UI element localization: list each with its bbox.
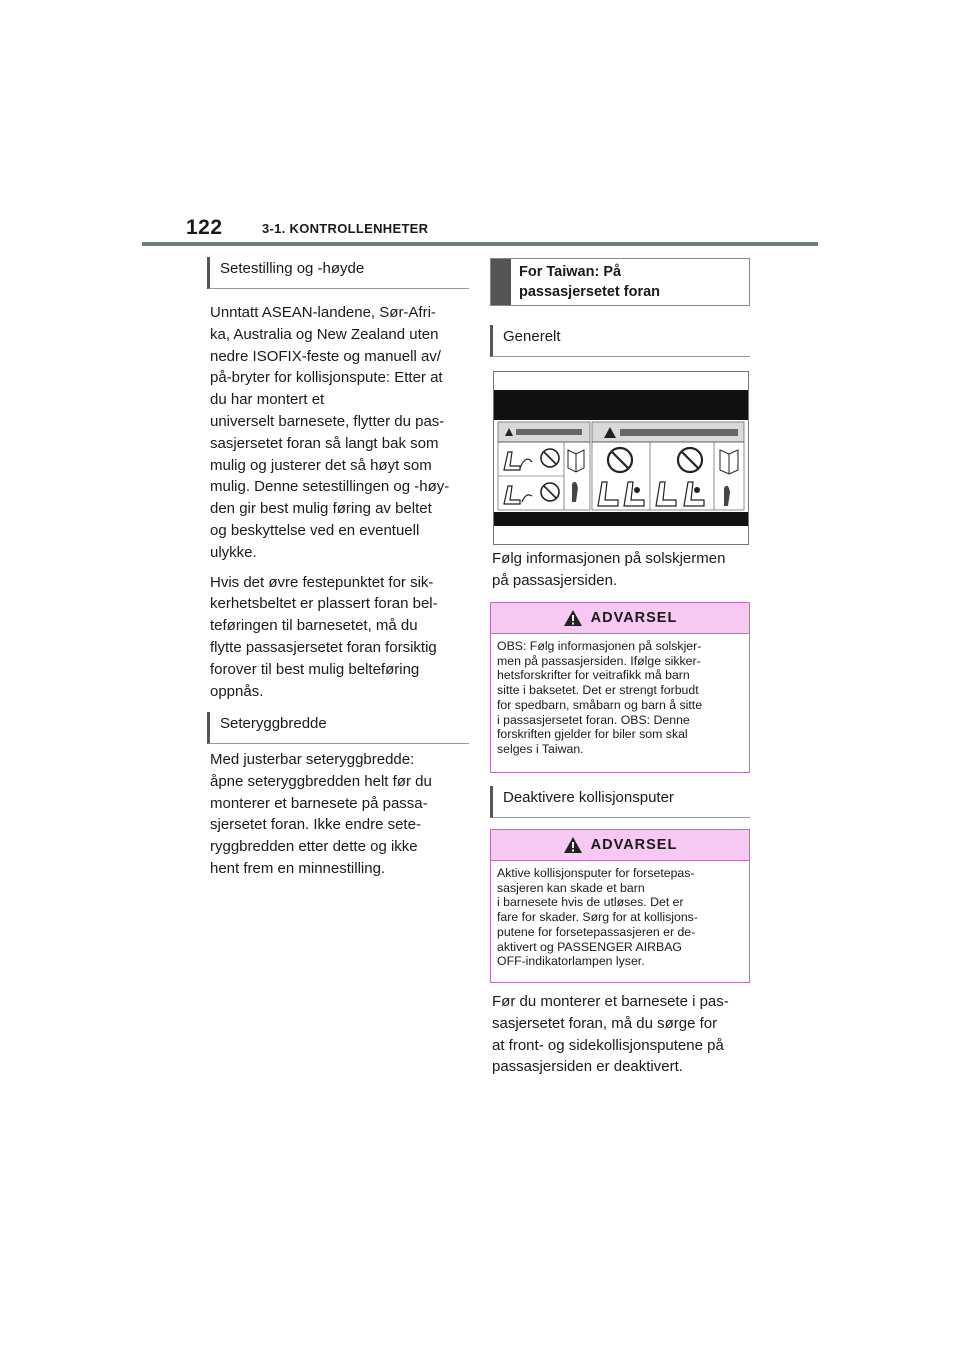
warning-triangle-icon [563, 609, 583, 627]
warning-label-illustration [494, 372, 748, 544]
warning-box-airbag [490, 829, 750, 983]
warning-box-visor [490, 602, 750, 773]
general-heading: Generelt [490, 325, 750, 357]
deactivate-airbags-text: Før du monterer et barnesete i pas- sasjersetet foran, må du sørge for at front- og sidekollisjonsputene på passasjersiden er deaktivert. [492, 993, 729, 1076]
seatback-width-heading: Seteryggbredde [207, 712, 469, 744]
deactivate-airbags-heading: Deaktivere kollisjonsputer [490, 786, 750, 818]
warning-title: ADVARSEL [590, 837, 678, 853]
header-rule [142, 242, 818, 246]
seatback-width-text [210, 749, 472, 888]
warning-text: Aktive kollisjonsputer for forsetepas- sasjeren kan skade et barn i barnesete hvis de utløses. Det er fare for skader. Sørg for at kollisjons- putene for forsetepassasjeren er de- aktivert og PASSENGER AIRBAG OFF-indikatorlampen lyser. [497, 866, 698, 969]
taiwan-heading-box [490, 258, 750, 306]
section-title: 3-1. KONTROLLENHETER [262, 221, 429, 236]
warning-header [491, 603, 749, 634]
page-number: 122 [186, 216, 223, 239]
heading-bar [491, 259, 511, 305]
warning-text: OBS: Følg informasjonen på solskjer- men på passasjersiden. Ifølge sikker- hetsforskrifter for veitrafikk må barn sitte i baksetet. Det er strengt forbudt for spedbarn, småbarn og barn å sitte i passasjersetet foran. OBS: Denne forskriften gjelder for biler som skal selges i Taiwan. [497, 639, 703, 756]
seat-position-paragraph-1: Unntatt ASEAN-landene, Sør-Afri- ka, Australia og New Zealand uten nedre ISOFIX-feste og manuell av/ på-bryter for kollisjonspute: Etter at du har montert et universelt barnesete, flytter du pas- sasjersetet foran så langt bak som mulig og justerer det så høyt som mulig. Denne setestillingen og -høy- den gir best mulig føring av beltet og beskyttelse ved en eventuell ulykke. [210, 304, 450, 561]
taiwan-heading: For Taiwan: På passasjersetet foran [519, 264, 661, 300]
seat-position-text [210, 302, 472, 710]
warning-title: ADVARSEL [590, 610, 678, 626]
seat-position-heading: Setestilling og -høyde [207, 257, 469, 289]
warning-header [491, 830, 749, 861]
warning-triangle-icon [563, 836, 583, 854]
sun-visor-label-image [493, 371, 749, 545]
seat-position-paragraph-2: Hvis det øvre festepunktet for sik- kerhetsbeltet er plassert foran bel- teføringen til barnesetet, må du flytte passasjersetet foran forsiktig forover til best mulig belteføring oppnås. [210, 573, 438, 700]
seatback-width-paragraph: Med justerbar seteryggbredde: åpne seteryggbredden helt før du monterer et barnesete på passa- sjersetet foran. Ikke endre sete- ryggbredden etter dette og ikke hent frem en minnestilling. [210, 751, 432, 877]
follow-visor-text: Følg informasjonen på solskjermen på passasjersiden. [492, 550, 726, 589]
